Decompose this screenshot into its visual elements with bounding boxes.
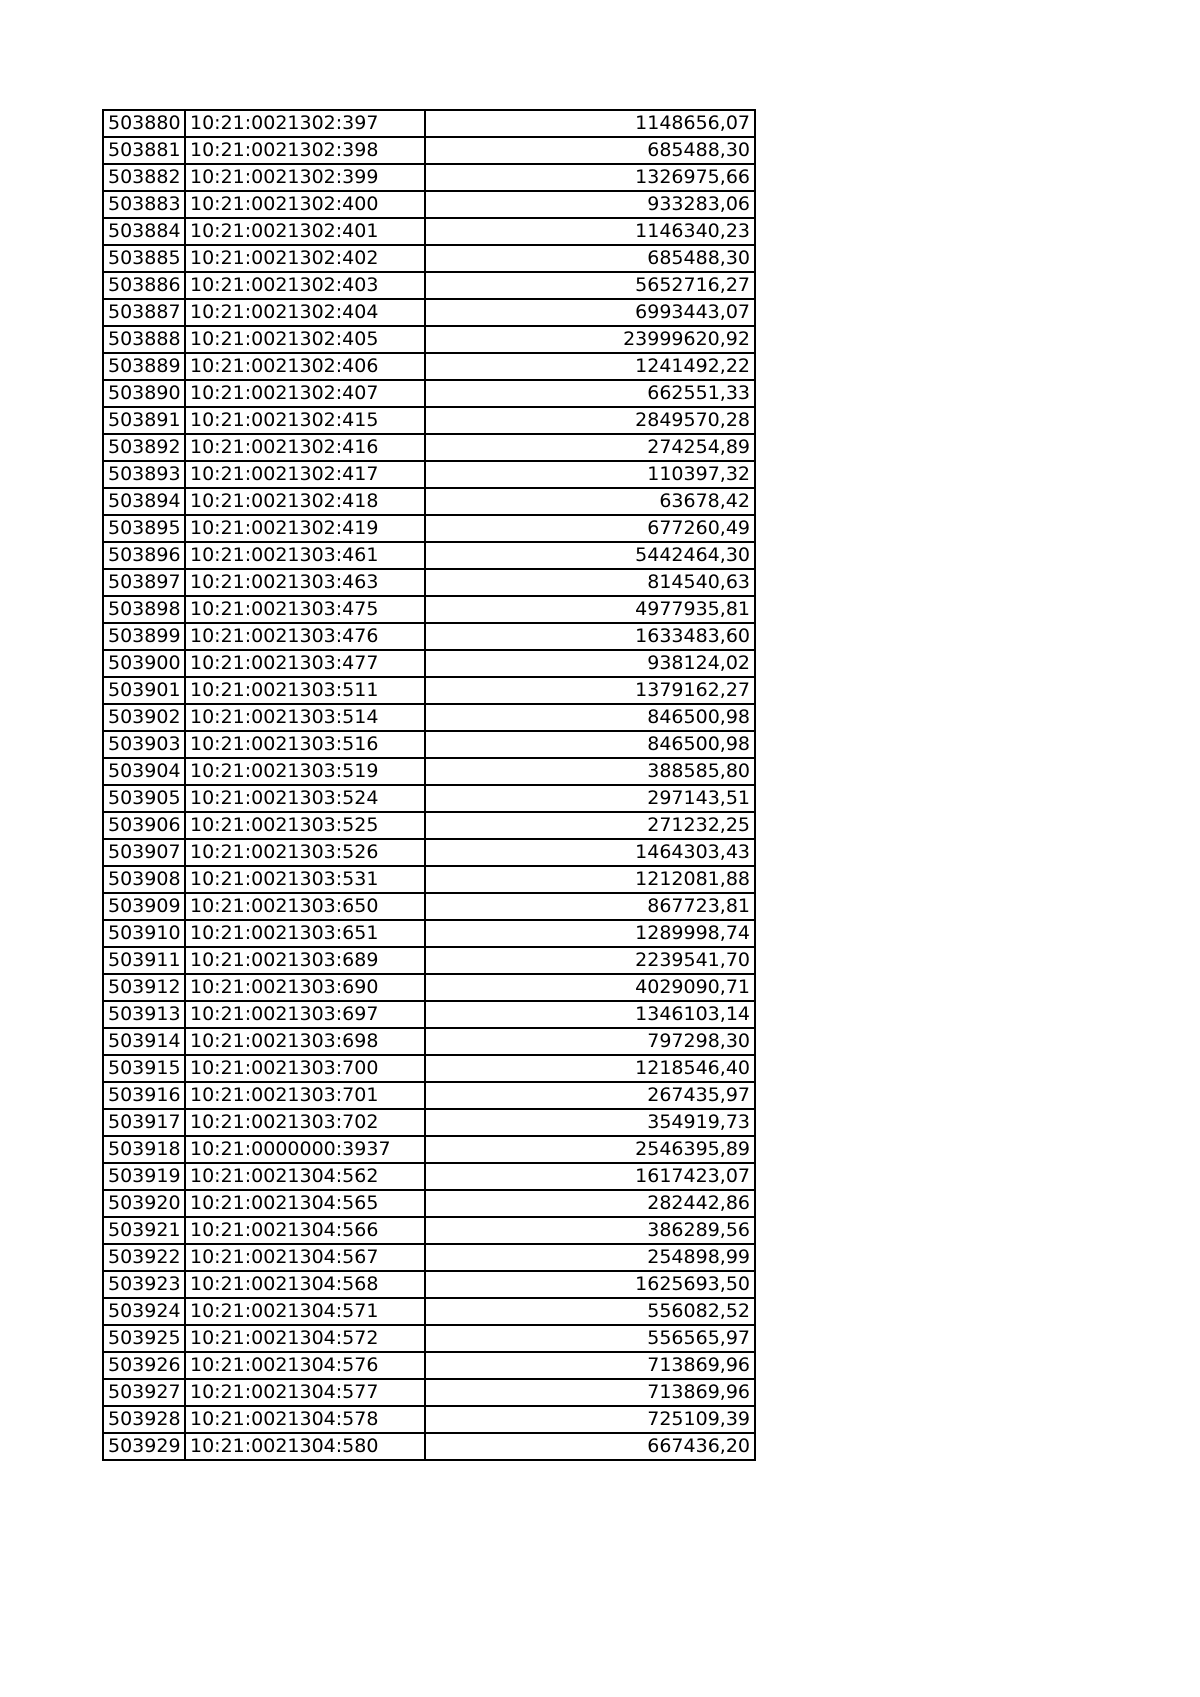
cadastre-value-table [102,109,756,1461]
row-number-cell: 503905 [103,785,185,812]
row-number-cell: 503914 [103,1028,185,1055]
value-cell: 2239541,70 [425,947,755,974]
table-row [103,1190,755,1217]
row-number-cell: 503911 [103,947,185,974]
row-number-cell: 503918 [103,1136,185,1163]
row-number-cell: 503913 [103,1001,185,1028]
cadastral-number-cell: 10:21:0021302:415 [185,407,425,434]
value-cell: 1625693,50 [425,1271,755,1298]
cadastral-number-cell: 10:21:0021303:531 [185,866,425,893]
row-number-cell: 503885 [103,245,185,272]
row-number-cell: 503900 [103,650,185,677]
row-number-cell: 503887 [103,299,185,326]
row-number-cell: 503923 [103,1271,185,1298]
table-row [103,1352,755,1379]
table-row [103,839,755,866]
table-row [103,461,755,488]
row-number-cell: 503884 [103,218,185,245]
cadastral-number-cell: 10:21:0021302:403 [185,272,425,299]
table-row [103,1271,755,1298]
row-number-cell: 503929 [103,1433,185,1460]
cadastral-number-cell: 10:21:0021303:511 [185,677,425,704]
cadastral-number-cell: 10:21:0021304:568 [185,1271,425,1298]
value-cell: 677260,49 [425,515,755,542]
table-row [103,191,755,218]
row-number-cell: 503920 [103,1190,185,1217]
table-row [103,623,755,650]
row-number-cell: 503925 [103,1325,185,1352]
row-number-cell: 503897 [103,569,185,596]
value-cell: 846500,98 [425,704,755,731]
cadastral-number-cell: 10:21:0021302:407 [185,380,425,407]
cadastral-number-cell: 10:21:0021304:565 [185,1190,425,1217]
cadastral-number-cell: 10:21:0021304:571 [185,1298,425,1325]
table-row [103,596,755,623]
cadastral-number-cell: 10:21:0021302:417 [185,461,425,488]
value-cell: 1289998,74 [425,920,755,947]
row-number-cell: 503895 [103,515,185,542]
row-number-cell: 503919 [103,1163,185,1190]
table-row [103,866,755,893]
cadastral-number-cell: 10:21:0021303:475 [185,596,425,623]
value-cell: 274254,89 [425,434,755,461]
row-number-cell: 503901 [103,677,185,704]
cadastral-number-cell: 10:21:0021304:562 [185,1163,425,1190]
cadastral-number-cell: 10:21:0021302:419 [185,515,425,542]
value-cell: 63678,42 [425,488,755,515]
cadastral-number-cell: 10:21:0021304:578 [185,1406,425,1433]
value-cell: 1379162,27 [425,677,755,704]
cadastral-number-cell: 10:21:0021303:519 [185,758,425,785]
value-cell: 814540,63 [425,569,755,596]
table-row [103,218,755,245]
value-cell: 386289,56 [425,1217,755,1244]
value-cell: 1241492,22 [425,353,755,380]
row-number-cell: 503891 [103,407,185,434]
table-row [103,758,755,785]
cadastral-number-cell: 10:21:0021303:526 [185,839,425,866]
cadastral-number-cell: 10:21:0021304:580 [185,1433,425,1460]
row-number-cell: 503927 [103,1379,185,1406]
cadastral-number-cell: 10:21:0021302:402 [185,245,425,272]
value-cell: 797298,30 [425,1028,755,1055]
cadastral-number-cell: 10:21:0000000:3937 [185,1136,425,1163]
value-cell: 354919,73 [425,1109,755,1136]
value-cell: 2546395,89 [425,1136,755,1163]
table-row [103,137,755,164]
row-number-cell: 503917 [103,1109,185,1136]
table-row [103,299,755,326]
table-row [103,515,755,542]
table-row [103,893,755,920]
cadastral-number-cell: 10:21:0021303:690 [185,974,425,1001]
cadastral-number-cell: 10:21:0021303:525 [185,812,425,839]
cadastral-number-cell: 10:21:0021302:398 [185,137,425,164]
value-cell: 2849570,28 [425,407,755,434]
cadastral-number-cell: 10:21:0021304:566 [185,1217,425,1244]
row-number-cell: 503899 [103,623,185,650]
cadastral-number-cell: 10:21:0021303:651 [185,920,425,947]
row-number-cell: 503882 [103,164,185,191]
table-row [103,1433,755,1460]
value-cell: 685488,30 [425,245,755,272]
cadastral-number-cell: 10:21:0021302:397 [185,110,425,137]
value-cell: 662551,33 [425,380,755,407]
table-row [103,1136,755,1163]
table-row [103,1406,755,1433]
value-cell: 713869,96 [425,1379,755,1406]
table-row [103,353,755,380]
value-cell: 5652716,27 [425,272,755,299]
value-cell: 713869,96 [425,1352,755,1379]
table-row [103,434,755,461]
cadastral-number-cell: 10:21:0021302:405 [185,326,425,353]
value-cell: 4977935,81 [425,596,755,623]
table-row [103,650,755,677]
row-number-cell: 503921 [103,1217,185,1244]
cadastral-number-cell: 10:21:0021303:650 [185,893,425,920]
cadastral-number-cell: 10:21:0021303:463 [185,569,425,596]
row-number-cell: 503890 [103,380,185,407]
table-row [103,1217,755,1244]
value-cell: 725109,39 [425,1406,755,1433]
cadastral-number-cell: 10:21:0021302:416 [185,434,425,461]
value-cell: 6993443,07 [425,299,755,326]
row-number-cell: 503898 [103,596,185,623]
value-cell: 267435,97 [425,1082,755,1109]
cadastral-number-cell: 10:21:0021304:576 [185,1352,425,1379]
table-row [103,272,755,299]
cadastral-number-cell: 10:21:0021303:516 [185,731,425,758]
value-cell: 110397,32 [425,461,755,488]
value-cell: 1464303,43 [425,839,755,866]
row-number-cell: 503922 [103,1244,185,1271]
table-row [103,245,755,272]
table-row [103,1028,755,1055]
row-number-cell: 503892 [103,434,185,461]
row-number-cell: 503888 [103,326,185,353]
cadastral-number-cell: 10:21:0021302:400 [185,191,425,218]
cadastral-number-cell: 10:21:0021303:689 [185,947,425,974]
row-number-cell: 503904 [103,758,185,785]
cadastral-number-cell: 10:21:0021303:698 [185,1028,425,1055]
value-cell: 667436,20 [425,1433,755,1460]
value-cell: 297143,51 [425,785,755,812]
cadastral-number-cell: 10:21:0021303:476 [185,623,425,650]
row-number-cell: 503902 [103,704,185,731]
table-row [103,542,755,569]
cadastral-number-cell: 10:21:0021302:399 [185,164,425,191]
value-cell: 867723,81 [425,893,755,920]
cadastral-number-cell: 10:21:0021303:701 [185,1082,425,1109]
row-number-cell: 503886 [103,272,185,299]
cadastral-number-cell: 10:21:0021303:524 [185,785,425,812]
table-row [103,1379,755,1406]
value-cell: 1326975,66 [425,164,755,191]
row-number-cell: 503889 [103,353,185,380]
value-cell: 938124,02 [425,650,755,677]
value-cell: 23999620,92 [425,326,755,353]
row-number-cell: 503896 [103,542,185,569]
cadastral-number-cell: 10:21:0021303:697 [185,1001,425,1028]
value-cell: 282442,86 [425,1190,755,1217]
table-row [103,488,755,515]
value-cell: 1346103,14 [425,1001,755,1028]
table-row [103,1055,755,1082]
row-number-cell: 503924 [103,1298,185,1325]
row-number-cell: 503908 [103,866,185,893]
table-row [103,407,755,434]
value-cell: 933283,06 [425,191,755,218]
table-row [103,1244,755,1271]
cadastral-number-cell: 10:21:0021304:572 [185,1325,425,1352]
cadastral-number-cell: 10:21:0021303:514 [185,704,425,731]
table-row [103,1163,755,1190]
table-body [103,110,755,1460]
row-number-cell: 503907 [103,839,185,866]
cadastral-number-cell: 10:21:0021303:702 [185,1109,425,1136]
value-cell: 685488,30 [425,137,755,164]
table-row [103,920,755,947]
value-cell: 1146340,23 [425,218,755,245]
row-number-cell: 503910 [103,920,185,947]
table-row [103,812,755,839]
row-number-cell: 503894 [103,488,185,515]
row-number-cell: 503926 [103,1352,185,1379]
table-row [103,110,755,137]
value-cell: 1617423,07 [425,1163,755,1190]
row-number-cell: 503903 [103,731,185,758]
table-row [103,1082,755,1109]
value-cell: 1212081,88 [425,866,755,893]
value-cell: 846500,98 [425,731,755,758]
table-row [103,1298,755,1325]
value-cell: 254898,99 [425,1244,755,1271]
cadastral-number-cell: 10:21:0021303:461 [185,542,425,569]
cadastral-number-cell: 10:21:0021302:406 [185,353,425,380]
value-cell: 1218546,40 [425,1055,755,1082]
table-row [103,1001,755,1028]
value-cell: 1633483,60 [425,623,755,650]
cadastral-number-cell: 10:21:0021303:700 [185,1055,425,1082]
table-row [103,1109,755,1136]
cadastral-number-cell: 10:21:0021302:404 [185,299,425,326]
row-number-cell: 503883 [103,191,185,218]
table-row [103,677,755,704]
row-number-cell: 503880 [103,110,185,137]
value-cell: 271232,25 [425,812,755,839]
table-row [103,704,755,731]
table-row [103,947,755,974]
table-row [103,326,755,353]
value-cell: 5442464,30 [425,542,755,569]
value-cell: 556565,97 [425,1325,755,1352]
table-row [103,785,755,812]
table-row [103,380,755,407]
cadastral-number-cell: 10:21:0021303:477 [185,650,425,677]
table-row [103,974,755,1001]
cadastral-number-cell: 10:21:0021302:418 [185,488,425,515]
row-number-cell: 503928 [103,1406,185,1433]
row-number-cell: 503915 [103,1055,185,1082]
row-number-cell: 503912 [103,974,185,1001]
row-number-cell: 503916 [103,1082,185,1109]
value-cell: 1148656,07 [425,110,755,137]
cadastral-number-cell: 10:21:0021304:577 [185,1379,425,1406]
row-number-cell: 503906 [103,812,185,839]
cadastral-number-cell: 10:21:0021304:567 [185,1244,425,1271]
table-row [103,569,755,596]
value-cell: 556082,52 [425,1298,755,1325]
table-row [103,731,755,758]
row-number-cell: 503893 [103,461,185,488]
cadastral-number-cell: 10:21:0021302:401 [185,218,425,245]
row-number-cell: 503909 [103,893,185,920]
table-row [103,1325,755,1352]
value-cell: 4029090,71 [425,974,755,1001]
table-row [103,164,755,191]
row-number-cell: 503881 [103,137,185,164]
value-cell: 388585,80 [425,758,755,785]
